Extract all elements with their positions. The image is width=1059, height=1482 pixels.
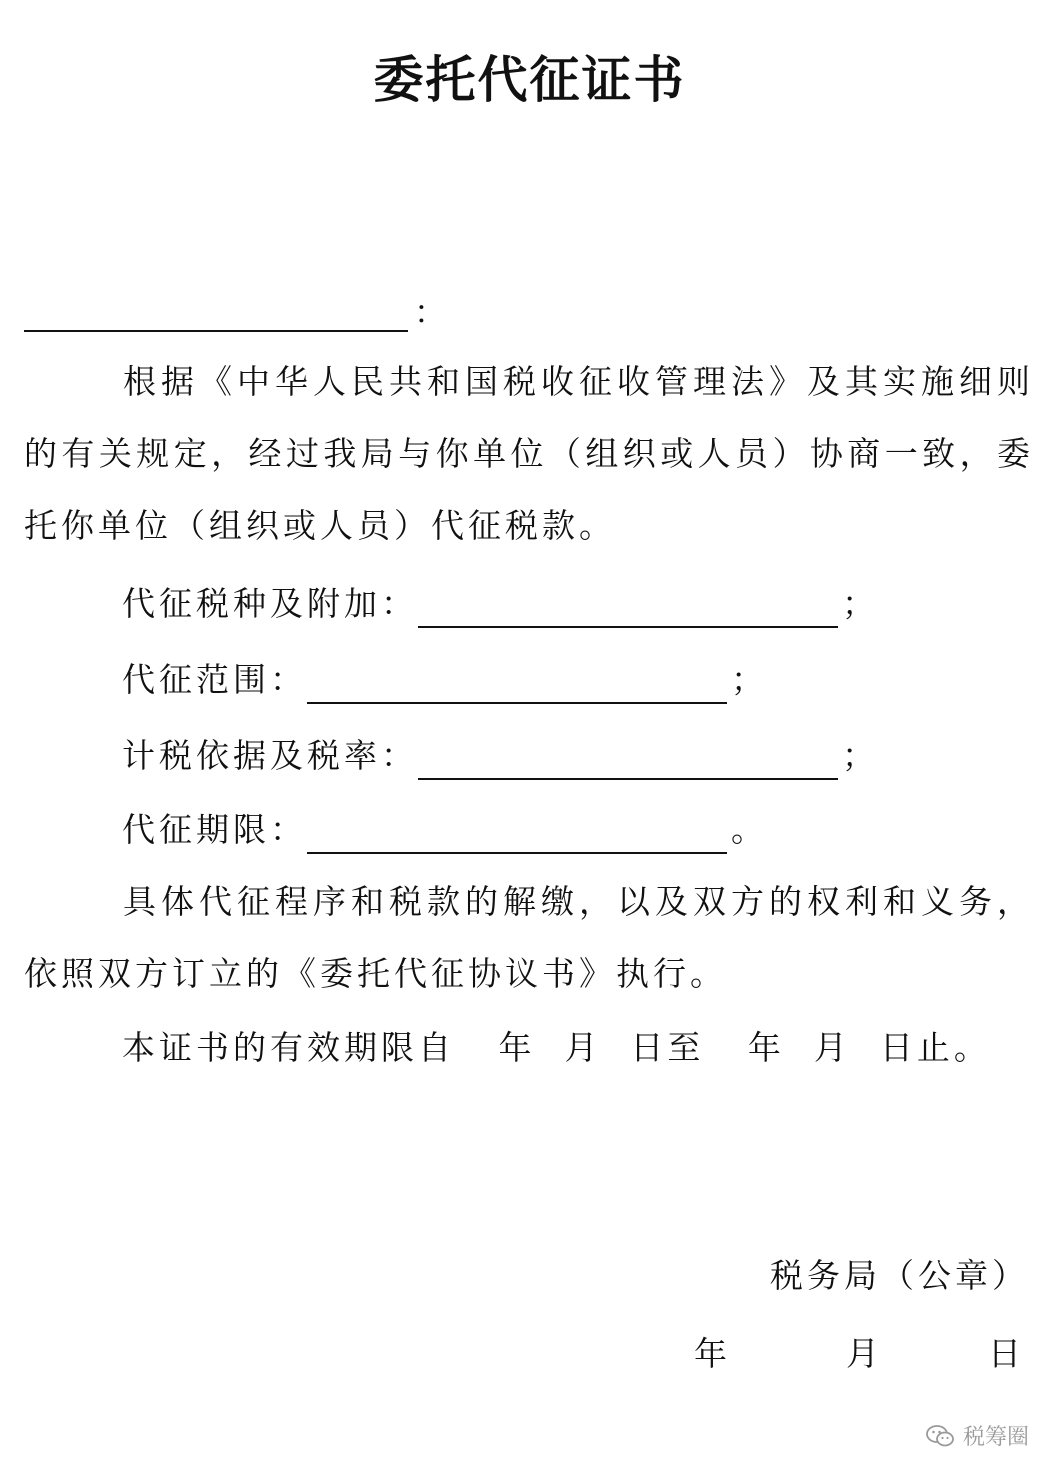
field-scope xyxy=(122,648,768,704)
addressee-colon: ： xyxy=(414,293,447,331)
field-scope-blank[interactable] xyxy=(307,662,727,704)
field-term xyxy=(122,798,768,854)
field-tax-types xyxy=(122,572,879,628)
paragraph-authorization-text: 根据《中华人民共和国税收征收管理法》及其实施细则的有关规定，经过我局与你单位（组织或人员）协商一致，委托你单位（组织或人员）代征税款。 xyxy=(24,362,1034,545)
date-year: 年 xyxy=(694,1334,727,1373)
watermark-text: 税筹圈 xyxy=(962,1425,1029,1450)
field-tax-basis-end: ； xyxy=(842,736,879,775)
watermark xyxy=(925,1420,1029,1451)
date-day: 日 xyxy=(988,1334,1021,1373)
validity-period: 本证书的有效期限自 年 月 日至 年 月 日止。 xyxy=(122,1028,991,1067)
field-tax-types-blank[interactable] xyxy=(418,586,838,628)
field-term-blank[interactable] xyxy=(307,812,727,854)
field-term-end: 。 xyxy=(731,810,768,849)
field-scope-end: ； xyxy=(731,660,768,699)
field-tax-basis-blank[interactable] xyxy=(418,738,838,780)
field-tax-basis-label: 计税依据及税率： xyxy=(122,736,418,775)
date-month: 月 xyxy=(846,1334,879,1373)
addressee-blank[interactable] xyxy=(24,290,408,332)
field-tax-types-end: ； xyxy=(842,584,879,623)
paragraph-authorization xyxy=(24,346,1034,562)
field-tax-types-label: 代征税种及附加： xyxy=(122,584,418,623)
field-scope-label: 代征范围： xyxy=(122,660,307,699)
wechat-icon xyxy=(925,1423,955,1449)
addressee-line xyxy=(24,282,446,332)
tax-bureau-seal: 税务局（公章） xyxy=(770,1256,1029,1295)
field-tax-basis xyxy=(122,724,879,780)
field-term-label: 代征期限： xyxy=(122,810,307,849)
document-title: 委托代征证书 xyxy=(373,51,686,109)
paragraph-procedure-text: 具体代征程序和税款的解缴，以及双方的权利和义务，依照双方订立的《委托代征协议书》执行。 xyxy=(24,882,1034,993)
paragraph-procedure xyxy=(24,866,1034,1010)
